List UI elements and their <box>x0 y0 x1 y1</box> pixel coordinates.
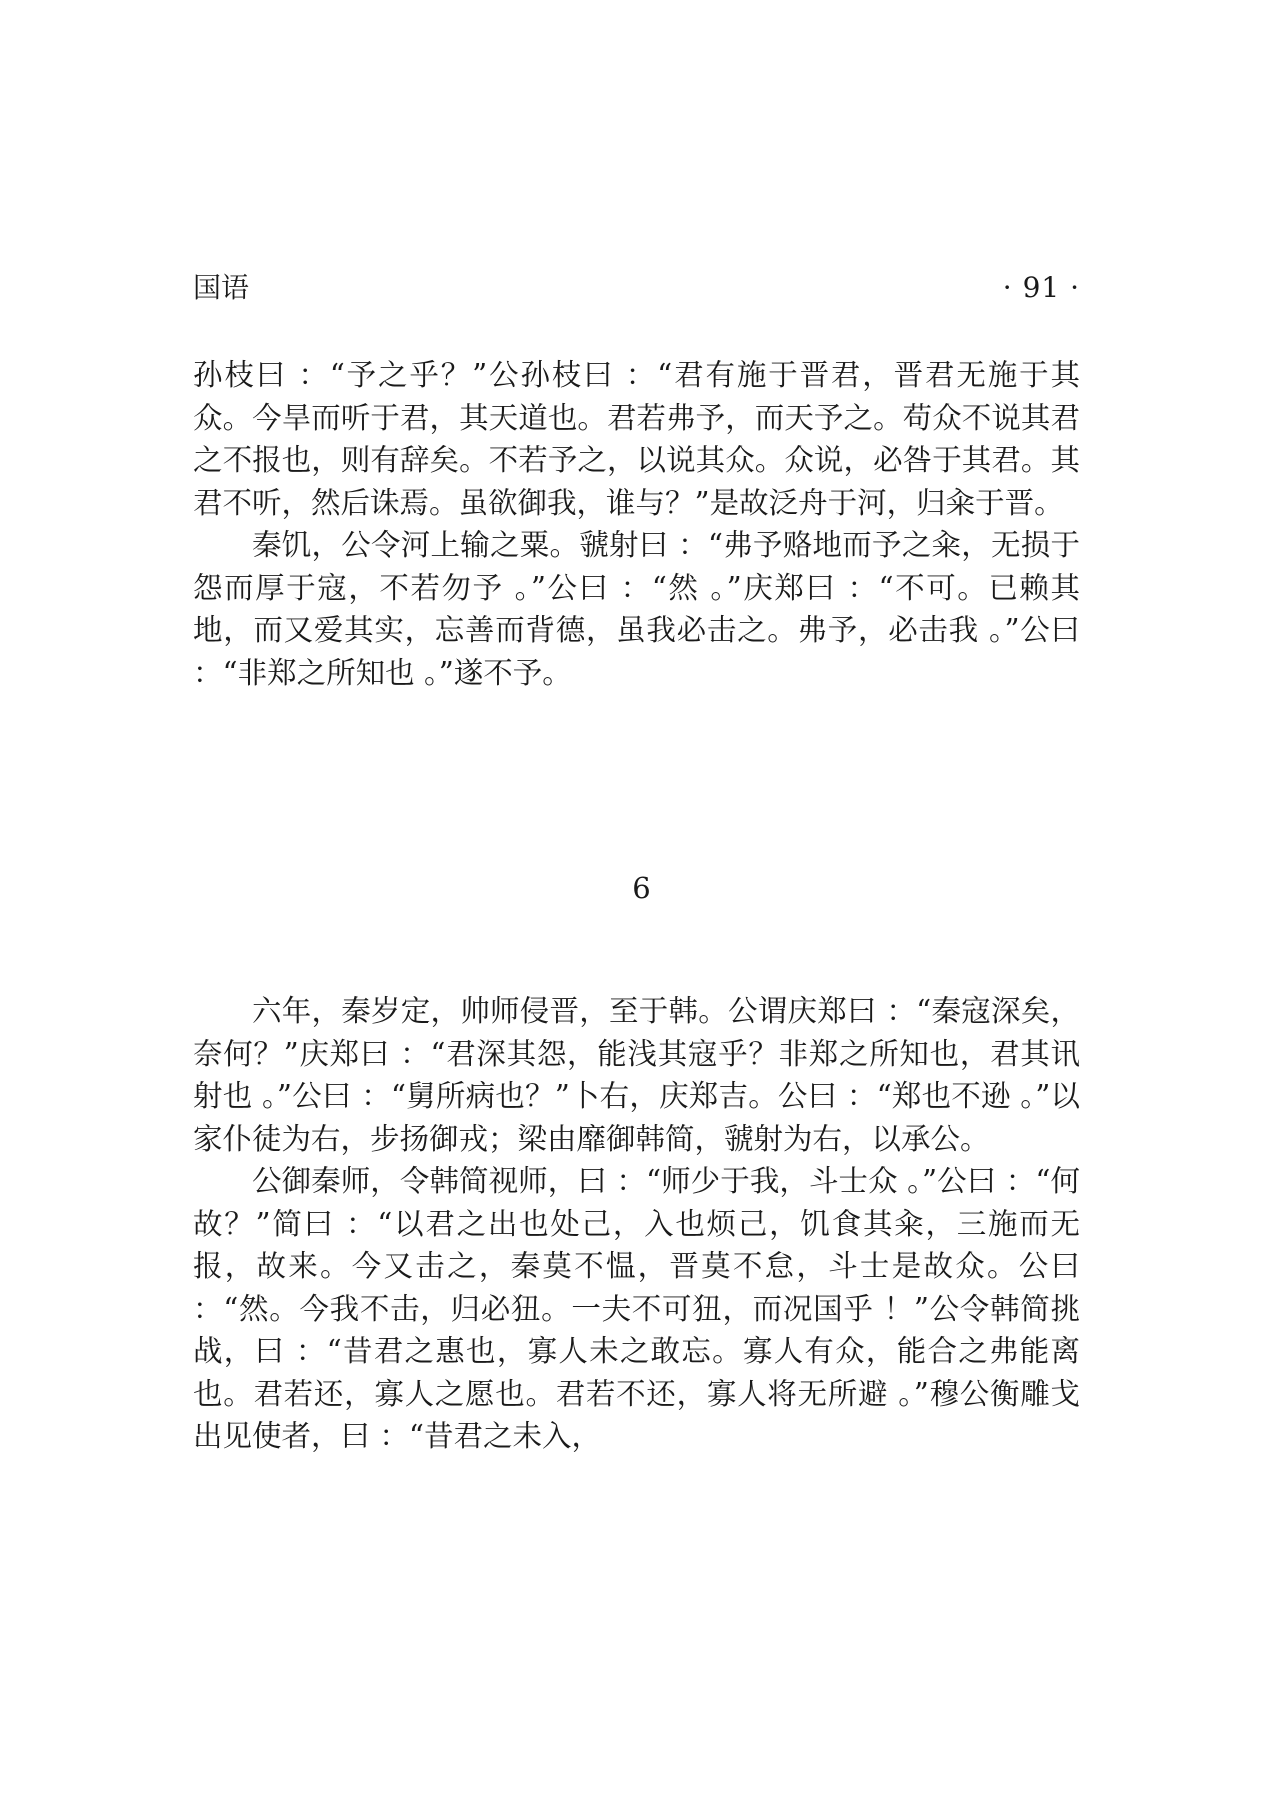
text-block-bottom <box>193 990 1080 1458</box>
book-title: 国语 <box>193 271 250 304</box>
text-block-top <box>193 354 1080 694</box>
section-heading: 6 <box>632 871 651 905</box>
page-number: · 91 · <box>1002 271 1080 304</box>
paragraph: 六年，秦岁定，帅师侵晋，至于韩。公谓庆郑曰 ：“秦寇深矣，奈何？”庆郑曰 ：“君深其怨，能浅其寇乎？非郑之所知也，君其讯射也 。”公曰 ：“舅所病也？”卜右，庆郑吉。公曰 ：“郑也不逊 。”以家仆徒为右，步扬御戎；梁由靡御韩简，虢射为右，以承公。 <box>193 994 1080 1156</box>
running-head <box>193 268 1080 308</box>
paragraph: 孙枝曰 ：“予之乎？”公孙枝曰 ：“君有施于晋君，晋君无施于其众。今旱而听于君，其天道也。君若弗予，而天予之。苟众不说其君之不报也，则有辞矣。不若予之，以说其众。众说，必咎于其君。其君不听，然后诛焉。虽欲御我，谁与？”是故泛舟于河，归籴于晋。 <box>193 358 1080 520</box>
paragraph: 秦饥，公令河上输之粟。虢射曰 ：“弗予赂地而予之籴，无损于怨而厚于寇，不若勿予 。”公曰 ：“然 。”庆郑曰 ：“不可。已赖其地，而又爱其实，忘善而背德，虽我必击之。弗予，必击我 。”公曰 ：“非郑之所知也 。”遂不予。 <box>193 528 1080 690</box>
paragraph: 公御秦师，令韩简视师，曰 ：“师少于我，斗士众 。”公曰 ：“何故？”简曰 ：“以君之出也处己，入也烦己，饥食其籴，三施而无报，故来。今又击之，秦莫不愠，晋莫不怠，斗士是故众。公曰 ：“然。今我不击，归必狃。一夫不可狃，而况国乎 ！”公令韩简挑战，曰 ：“昔君之惠也，寡人未之敢忘。寡人有众，能合之弗能离也。君若还，寡人之愿也。君若不还，寡人将无所避 。”穆公衡雕戈出见使者，曰 ：“昔君之未入， <box>193 1164 1080 1453</box>
